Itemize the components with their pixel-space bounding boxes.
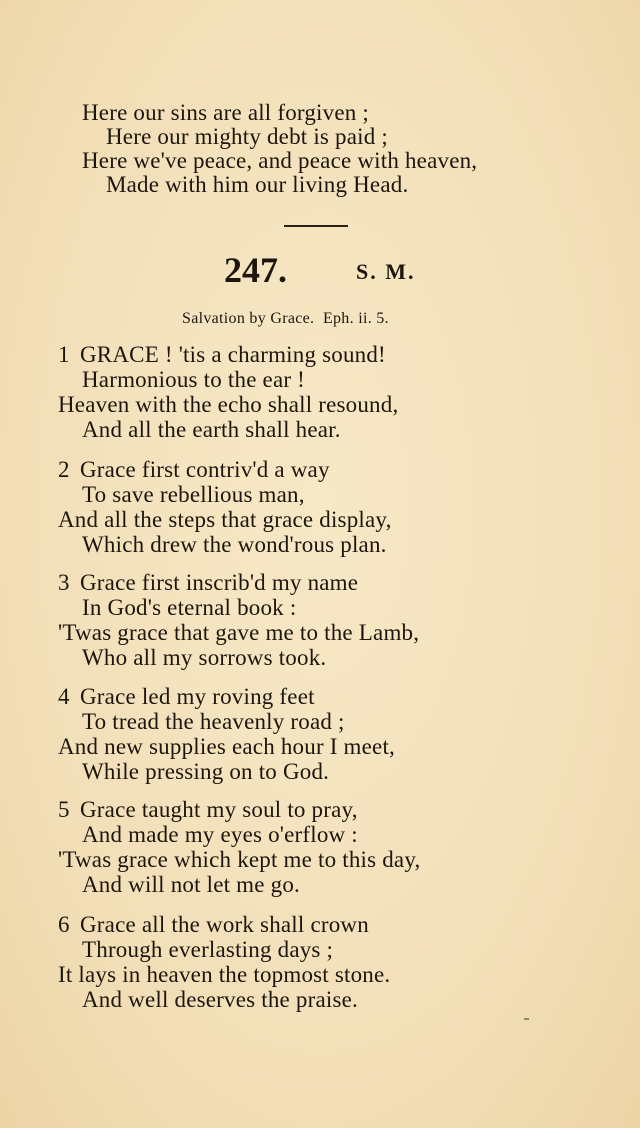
paper-speck — [524, 1018, 529, 1020]
verse-line-text: Grace taught my soul to pray, — [80, 797, 358, 822]
verse-line — [58, 342, 386, 368]
previous-hymn-line: Made with him our living Head. — [106, 172, 409, 197]
verse-line: Heaven with the echo shall resound, — [58, 392, 399, 417]
verse-line: To save rebellious man, — [82, 482, 305, 507]
hymn-meter: S. M. — [356, 259, 416, 284]
hymn-number: 247. — [224, 250, 287, 290]
verse-number: 4 — [58, 684, 70, 709]
verse-line: And all the earth shall hear. — [82, 417, 341, 442]
verse-line-text: GRACE ! 'tis a charming sound! — [80, 342, 386, 367]
verse-line-text: Grace all the work shall crown — [80, 912, 369, 937]
previous-hymn-line: Here we've peace, and peace with heaven, — [82, 148, 478, 173]
verse-line: To tread the heavenly road ; — [82, 709, 345, 734]
hymn-title: Salvation by Grace. — [182, 310, 315, 327]
verse-line: While pressing on to God. — [82, 759, 330, 784]
verse-number: 2 — [58, 457, 70, 482]
verse-line: 'Twas grace which kept me to this day, — [58, 847, 421, 872]
verse-line: It lays in heaven the topmost stone. — [58, 962, 391, 987]
verse-line: And will not let me go. — [82, 872, 300, 897]
verse-number: 3 — [58, 570, 70, 595]
verse-line — [58, 457, 330, 483]
verse-line: Which drew the wond'rous plan. — [82, 532, 387, 557]
scripture-reference: Eph. ii. 5. — [322, 310, 389, 327]
verse-line — [58, 684, 315, 710]
verse-line: Through everlasting days ; — [82, 937, 334, 962]
verse-line: And new supplies each hour I meet, — [58, 734, 396, 759]
previous-hymn-line: Here our sins are all forgiven ; — [82, 100, 369, 125]
verse-line-text: Grace first inscrib'd my name — [80, 570, 359, 595]
section-divider — [284, 225, 348, 227]
verse-number: 1 — [58, 342, 70, 367]
verse-line: And all the steps that grace display, — [58, 507, 392, 532]
hymn-subtitle — [182, 308, 389, 330]
verse-line — [58, 912, 369, 938]
verse-number: 6 — [58, 912, 70, 937]
verse-line: Harmonious to the ear ! — [82, 367, 306, 392]
verse-line-text: Grace led my roving feet — [80, 684, 315, 709]
verse-line: And made my eyes o'erflow : — [82, 822, 358, 847]
verse-line-text: Grace first contriv'd a way — [80, 457, 330, 482]
verse-line — [58, 797, 358, 823]
verse-line: In God's eternal book : — [82, 595, 297, 620]
verse-line — [58, 570, 358, 596]
verse-line: And well deserves the praise. — [82, 987, 358, 1012]
verse-number: 5 — [58, 797, 70, 822]
previous-hymn-line: Here our mighty debt is paid ; — [106, 124, 388, 149]
verse-line: 'Twas grace that gave me to the Lamb, — [58, 620, 420, 645]
verse-line: Who all my sorrows took. — [82, 645, 327, 670]
